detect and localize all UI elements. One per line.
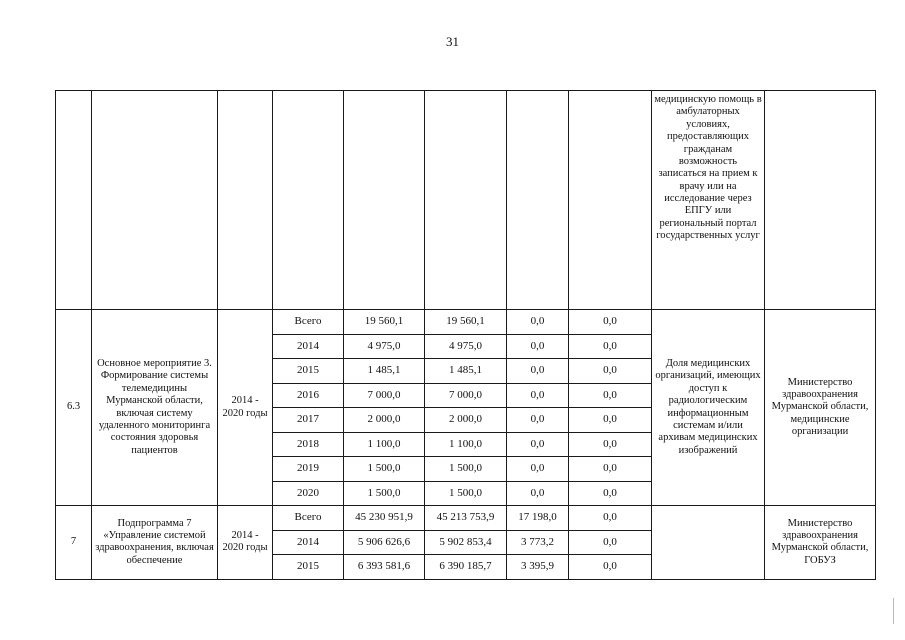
federal-cell: 0,0 xyxy=(507,334,569,359)
executor-cell: Министерство здравоохранения Мурманской области, медицинские организации xyxy=(765,310,876,506)
cell-period-empty xyxy=(218,91,273,310)
total-cell: 4 975,0 xyxy=(344,334,425,359)
cell-number-empty xyxy=(56,91,92,310)
total-cell: 7 000,0 xyxy=(344,383,425,408)
row-number: 7 xyxy=(56,506,92,580)
federal-cell: 0,0 xyxy=(507,432,569,457)
regional-cell: 4 975,0 xyxy=(425,334,507,359)
total-cell: 2 000,0 xyxy=(344,408,425,433)
measure-period: 2014 - 2020 годы xyxy=(218,310,273,506)
cell-executor-empty xyxy=(765,91,876,310)
measure-period: 2014 - 2020 годы xyxy=(218,506,273,580)
other-cell: 0,0 xyxy=(569,457,652,482)
other-cell: 0,0 xyxy=(569,359,652,384)
year-cell: 2014 xyxy=(273,334,344,359)
year-cell: 2014 xyxy=(273,530,344,555)
other-cell: 0,0 xyxy=(569,555,652,580)
total-cell: 6 393 581,6 xyxy=(344,555,425,580)
cell-year-empty xyxy=(273,91,344,310)
cell-other-empty xyxy=(569,91,652,310)
other-cell: 0,0 xyxy=(569,310,652,335)
continuation-row xyxy=(56,91,876,310)
year-cell: Всего xyxy=(273,310,344,335)
page-number: 31 xyxy=(446,34,459,49)
cell-regional-empty xyxy=(425,91,507,310)
total-cell: 1 500,0 xyxy=(344,457,425,482)
federal-cell: 0,0 xyxy=(507,408,569,433)
other-cell: 0,0 xyxy=(569,432,652,457)
year-cell: 2015 xyxy=(273,555,344,580)
table-row xyxy=(56,310,876,335)
federal-cell: 17 198,0 xyxy=(507,506,569,531)
total-cell: 19 560,1 xyxy=(344,310,425,335)
other-cell: 0,0 xyxy=(569,408,652,433)
scan-edge-mark xyxy=(893,598,894,624)
year-cell: Всего xyxy=(273,506,344,531)
measure-name: Подпрограмма 7 «Управление системой здравоохранения, включая обеспечение xyxy=(92,506,218,580)
regional-cell: 45 213 753,9 xyxy=(425,506,507,531)
year-cell: 2018 xyxy=(273,432,344,457)
regional-cell: 5 902 853,4 xyxy=(425,530,507,555)
measure-name: Основное мероприятие 3. Формирование системы телемедицины Мурманской области, включая систему удаленного мониторинга состояния здоровья пациентов xyxy=(92,310,218,506)
year-cell: 2017 xyxy=(273,408,344,433)
total-cell: 1 500,0 xyxy=(344,481,425,506)
row-number: 6.3 xyxy=(56,310,92,506)
regional-cell: 7 000,0 xyxy=(425,383,507,408)
regional-cell: 1 500,0 xyxy=(425,457,507,482)
program-measures-table xyxy=(55,90,876,580)
regional-cell: 1 485,1 xyxy=(425,359,507,384)
regional-cell: 2 000,0 xyxy=(425,408,507,433)
other-cell: 0,0 xyxy=(569,530,652,555)
table-row xyxy=(56,506,876,531)
federal-cell: 3 773,2 xyxy=(507,530,569,555)
cell-federal-empty xyxy=(507,91,569,310)
federal-cell: 0,0 xyxy=(507,481,569,506)
year-cell: 2016 xyxy=(273,383,344,408)
total-cell: 5 906 626,6 xyxy=(344,530,425,555)
year-cell: 2020 xyxy=(273,481,344,506)
other-cell: 0,0 xyxy=(569,481,652,506)
other-cell: 0,0 xyxy=(569,383,652,408)
cell-name-empty xyxy=(92,91,218,310)
regional-cell: 19 560,1 xyxy=(425,310,507,335)
total-cell: 1 485,1 xyxy=(344,359,425,384)
other-cell: 0,0 xyxy=(569,334,652,359)
other-cell: 0,0 xyxy=(569,506,652,531)
federal-cell: 0,0 xyxy=(507,359,569,384)
federal-cell: 3 395,9 xyxy=(507,555,569,580)
regional-cell: 1 100,0 xyxy=(425,432,507,457)
federal-cell: 0,0 xyxy=(507,310,569,335)
year-cell: 2015 xyxy=(273,359,344,384)
total-cell: 1 100,0 xyxy=(344,432,425,457)
indicator-cell: Доля медицинских организаций, имеющих доступ к радиологическим информационным системам и/или архивам медицинских изображений xyxy=(652,310,765,506)
regional-cell: 1 500,0 xyxy=(425,481,507,506)
total-cell: 45 230 951,9 xyxy=(344,506,425,531)
cell-total-empty xyxy=(344,91,425,310)
executor-cell: Министерство здравоохранения Мурманской области, ГОБУЗ xyxy=(765,506,876,580)
regional-cell: 6 390 185,7 xyxy=(425,555,507,580)
federal-cell: 0,0 xyxy=(507,383,569,408)
indicator-cell xyxy=(652,506,765,580)
federal-cell: 0,0 xyxy=(507,457,569,482)
indicator-cell: медицинскую помощь в амбулаторных условиях, предоставляющих гражданам возможность записаться на прием к врачу или на исследование через ЕПГУ или региональный портал государственных услуг xyxy=(652,91,765,310)
year-cell: 2019 xyxy=(273,457,344,482)
